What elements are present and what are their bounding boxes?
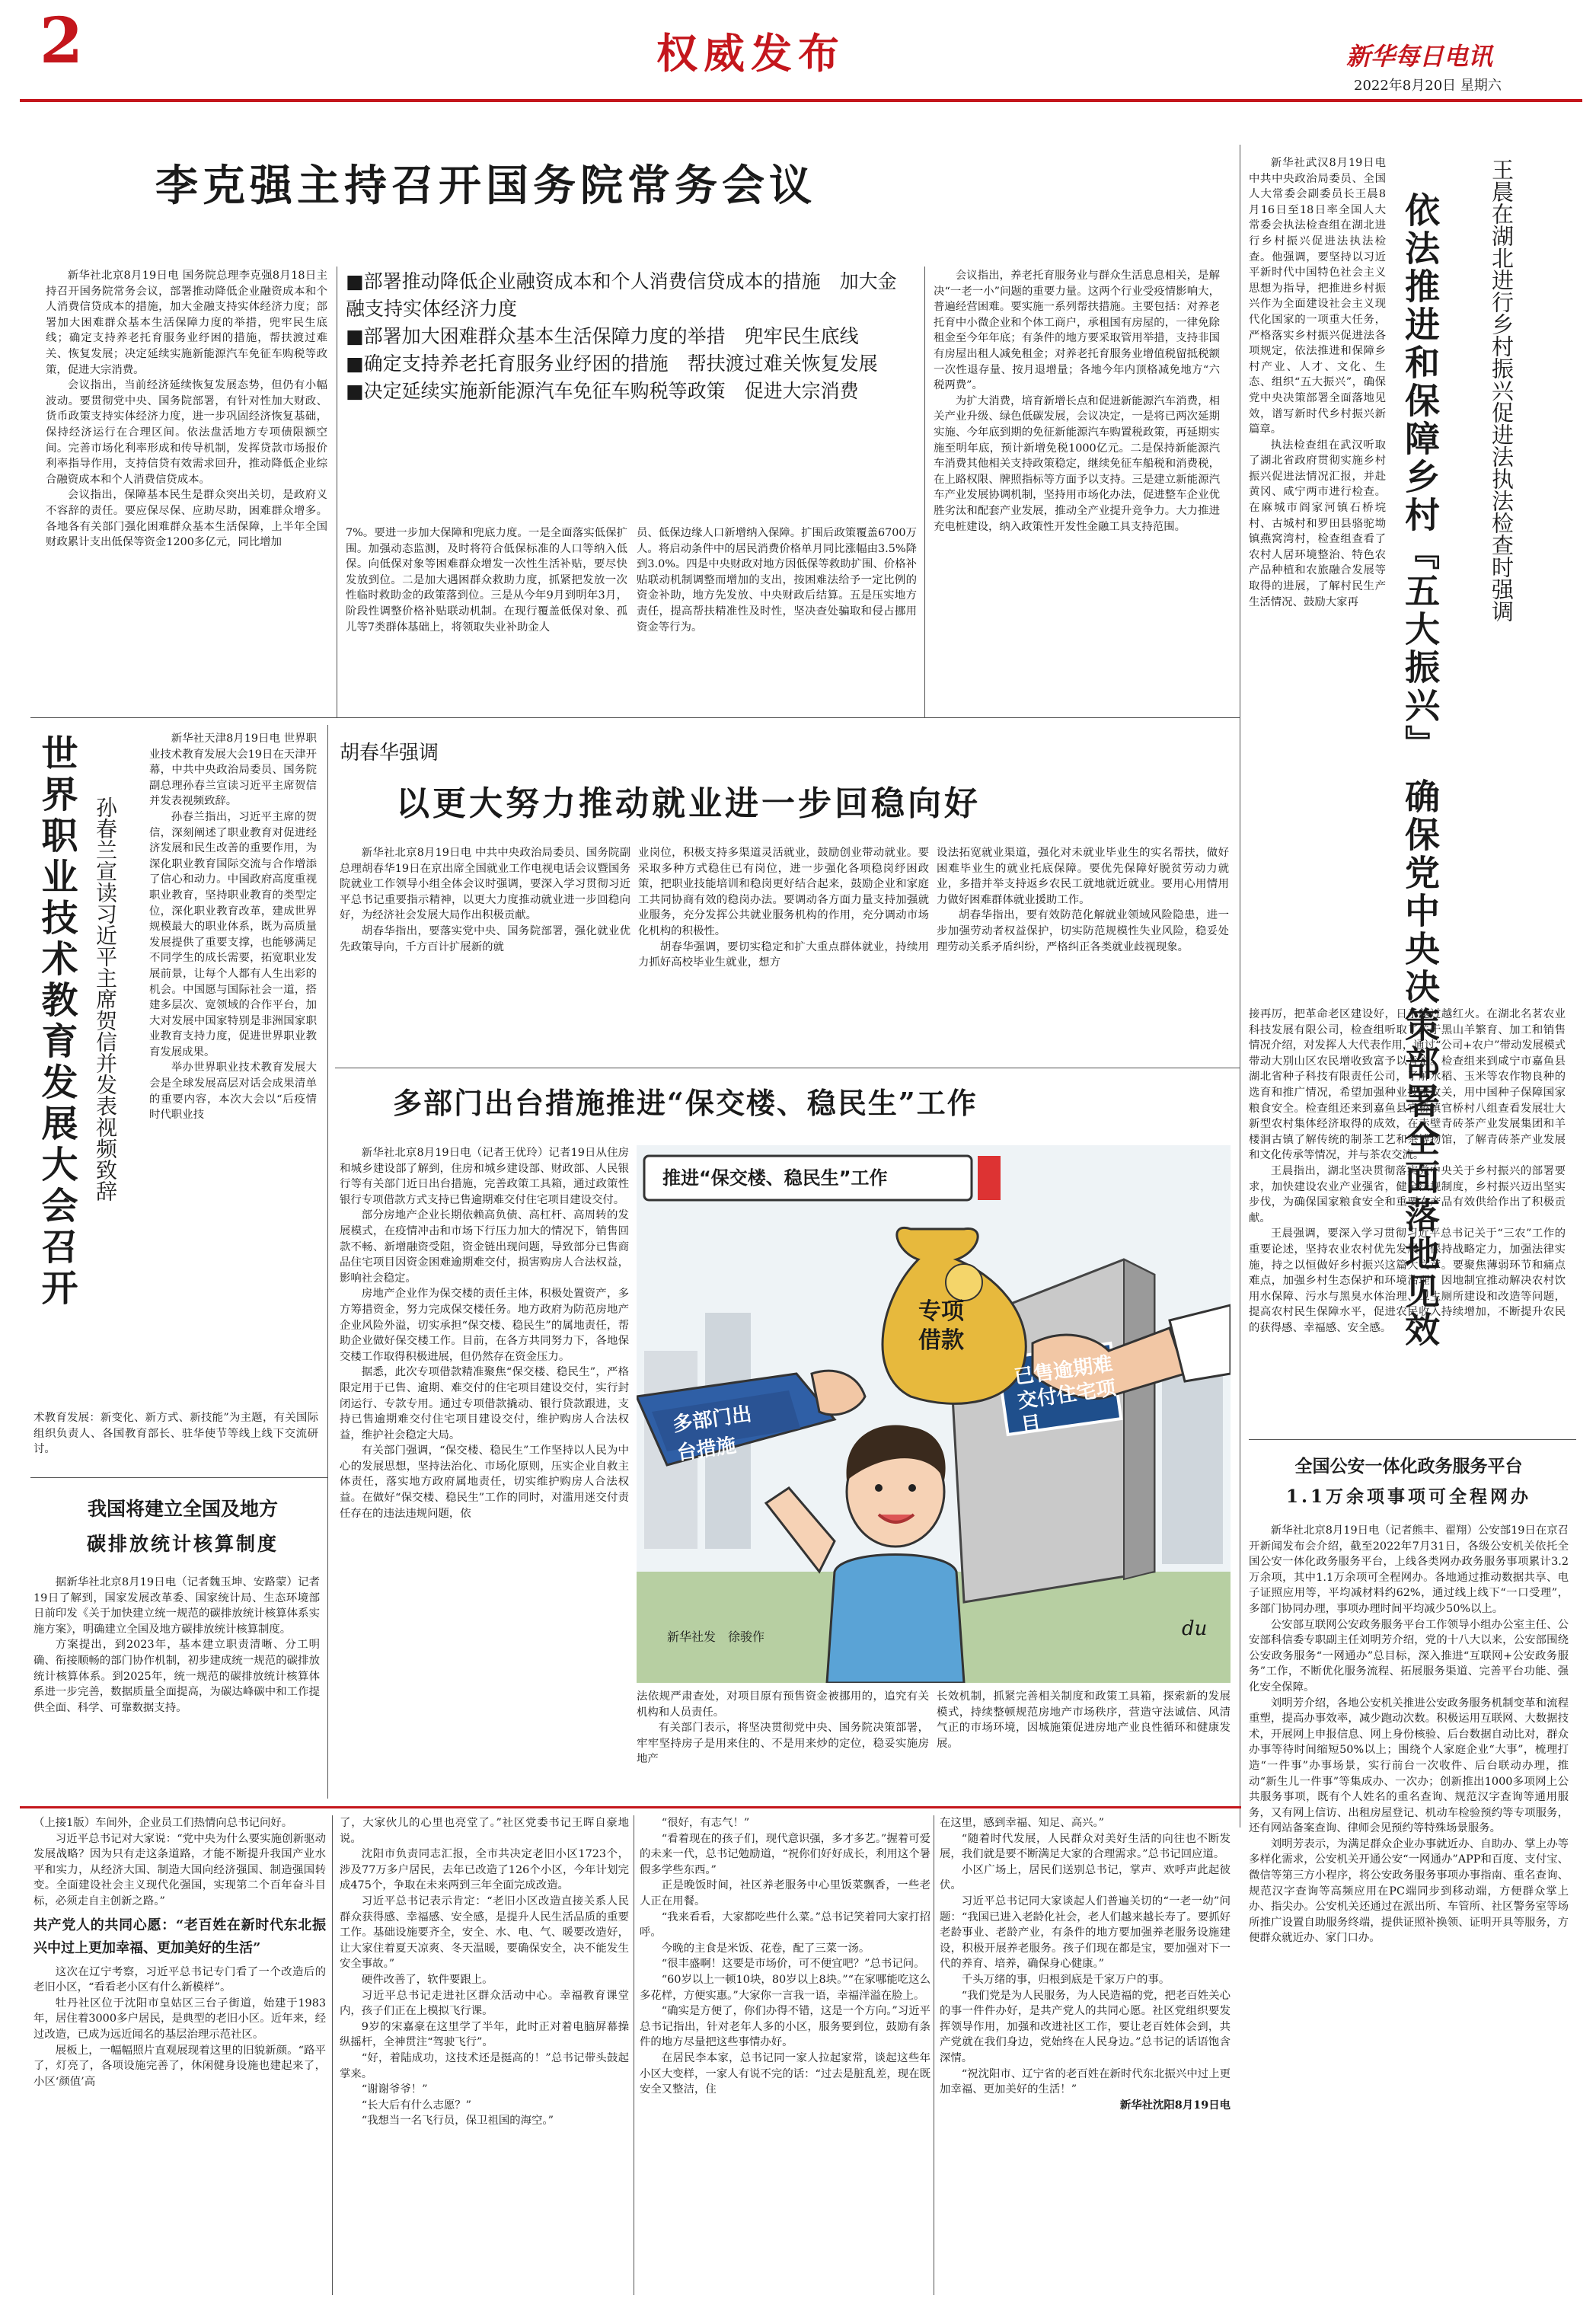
article1-col4: 会议指出，养老托育服务业与群众生活息息相关，是解决“一老一小”问题的重要力量。这两个行业受疫情影响大，普遍经营困难。要实施一系列帮扶措施。主要包括：对养老托育中小微企业和个体工商户，承租国有房屋的，一律免除租金至今年年底；有条件的地方要采取管用举措，支持非国有房屋出租人减免租金；对养老托育服务业增值税留抵税额一次性退存量、按月退增量；各地今年内顶格减免地方“六税两费”。 为扩大消费，培育新增长点和促进新能源汽车消费，相关产业升级、绿色低碳发展，会议决定，一是将已两次延期实施、今年底到期的免征新能源汽车购置税政策，再延期实施至明年底，预计新增免税1000亿元。二是保持新能源汽车消费其他相关支持政策稳定，继续免征车船税和消费税，在上路权限、牌照指标等方面予以支持。三是建立新能源汽车产业发展协调机制，坚持用市场化办法，促进整车企业优胜劣汰和配套产业发展，推动全产业提升竞争力。大力推进充电桩建设，纳入政策性开发性金融工具支持范围。 [934,270,1220,533]
subtitle-rural: 王晨在湖北进行乡村振兴促进法执法检查时强调 [1489,158,1515,622]
article5-col1: 新华社北京8月19日电（记者王优玲）记者19日从住房和城乡建设部了解到，住房和城乡建设部、财政部、人民银行等有关部门近日出台措施，完善政策工具箱，通过政策性银行专项借款方式支持已售逾期难交付住宅项目建设交付。 部分房地产企业长期依赖高负债、高杠杆、高周转的发展模式，在疫情冲击和市场下行压力加大的情况下，销售回款不畅、新增融资受阻，资金链出现问题，导致部分已售商品住宅项目因资金困难逾期难交付，损害购房人合法权益，影响社会稳定。 房地产企业作为保交楼的责任主体，积极处置资产，多方筹措资金，努力完成保交楼任务。地方政府为防范房地产企业风险外溢，切实承担“保交楼、稳民生”的属地责任，帮助企业做好保交楼工作。目前，在各方共同努力下，各地保交楼工作取得积极进展，但仍然存在资金压力。 据悉，此次专项借款精准聚焦“保交楼、稳民生”，严格限定用于已售、逾期、难交付的住宅项目建设交付，实行封闭运行、专款专用。通过专项借款撬动、银行贷款跟进，支持已售逾期难交付住宅项目建设交付，维护购房人合法权益，维护社会稳定大局。 有关部门强调，“保交楼、稳民生”工作坚持以人民为中心的发展思想，坚持法治化、市场化原则，压实企业自救主体责任，落实地方政府属地责任，切实维护购房人合法权益。在做好“保交楼、稳民生”工作的同时，对滥用迷交付责任存在的违法违规问题，依 [340,1147,629,1520]
article1-col3: 员、低保边缘人口新增纳入保障。扩围后政策覆盖6700万人。将启动条件中的居民消费价格单月同比涨幅由3.5%降到3.0%。四是中央财政对地方因低保等救助扩围、价格补贴联动机制调整而增加的支出，按困难法给予一定比例的资金补助，地方先发放、中央财政后结算。五是压实地方责任，提高帮扶精准性及时性，坚决查处骗取和侵占挪用资金等行为。 [637,527,917,634]
continuation-lead: 共产党人的共同心愿：“老百姓在新时代东北振兴中过上更加幸福、更加美好的生活” [34,1917,326,1956]
article2-wide: 接再厉，把革命老区建设好，日子越过越红火。在湖北名茗农业科技发展有限公司，检查组听取了关于黑山羊繁育、加工和销售情况介绍，对发挥人大代表作用，通过“公司+农户”带动发展模式带动大别山区农民增收致富予以肯定。检查组来到咸宁市嘉鱼县湖北省种子科技有限责任公司，了解水稻、玉米等农作物良种的选育和推广情况，希望加强种业技术攻关，用中国种子保障国家粮食安全。检查组还来到嘉鱼县官桥镇官桥村八组查看发展壮大新型农村集体经济取得的成效，在赤壁青砖茶产业发展集团和羊楼洞古镇了解传统的制茶工艺和茶博物馆，了解青砖茶产业发展和文化传承等情况，并与茶农交流。 王晨指出，湖北坚决贯彻落实党中央关于乡村振兴的部署要求，加快建设农业产业强省，健全法规制度，乡村振兴迈出坚实步伐，为确保国家粮食安全和重要农产品有效供给作出了积极贡献。 王晨强调，要深入学习贯彻习近平总书记关于“三农”工作的重要论述，坚持农业农村优先发展，保持战略定力，加强法律实施，持之以恒做好乡村振兴这篇大文章。要聚焦薄弱环节和痛点难点，加强乡村生态保护和环境治理，因地制宜推动解决农村饮用水保障、污水与黑臭水体治理、卫生厕所建设和改造等问题，提高农村民生保障水平，促进农民收入持续增加，不断提升农民的获得感、幸福感、安全感。 [1249,1008,1566,1334]
kicker-hu: 胡春华强调 [340,742,439,765]
page-number: 2 [40,5,84,78]
header-date: 2022年8月20日 星期六 [1354,78,1502,94]
cartoon-bag-label: 专项借款 [918,1298,964,1354]
bottom-rule [20,1806,1241,1808]
headline-housing: 多部门出台措施推进“保交楼、稳民生”工作 [393,1086,978,1120]
article3-narrow: 新华社天津8月19日电 世界职业技术教育发展大会19日在天津开幕，中共中央政治局委员、国务院副总理孙春兰宣读习近平主席贺信并发表视频致辞。 孙春兰指出，习近平主席的贺信，深刻阐述了职业教育对促进经济发展和民生改善的重要作用，为深化职业教育国际交流与合作增添了信心和动力。中国政府高度重视职业教育，坚持职业教育的类型定位，深化职业教育改革，建成世界规模最大的职业体系，既为高质量发展提供了重要支撑，也能够满足不同学生的成长需要，拓宽职业发展前景，让每个人都有人生出彩的机会。中国愿与国际社会一道，搭建多层次、宽领域的合作平台，加大对发展中国家特别是非洲国家职业教育支持力度，促进世界职业教育发展成果。 举办世界职业技术教育发展大会是全球发展高层对话会成果清单的重要内容，本次大会以“后疫情时代职业技 [149,733,317,1122]
continuation-col2: 了，大家伙儿的心里也亮堂了。”社区党委书记王晖自豪地说。 沈阳市负责同志汇报，全市共决定老旧小区1723个，涉及77万多户居民，去年已改造了126个小区，今年计划完成475个，争取在未来两到三年全面完成改造。 习近平总书记表示肯定：“老旧小区改造直接关系人民群众获得感、幸福感、安全感，是提升人民生活品质的重要工作。基础设施要齐全，安全、水、电、气、暖要改造好，让大家住着夏天凉爽、冬天温暖，要确保安全，决不能发生安全事故。” 硬件改善了，软件要跟上。 习近平总书记走进社区群众活动中心。幸福教育课堂内，孩子们正在上模拟飞行课。 9岁的宋嘉豪在这里学了半年，此时正对着电脑屏幕操纵摇杆，全神贯注“驾驶飞行”。 “好，着陆成功，这技术还是挺高的！”总书记带头鼓起掌来。 “谢谢爷爷！” “长大后有什么志愿？” “我想当一名飞行员，保卫祖国的海空。” [340,1817,629,2128]
continuation-byline: 新华社沈阳8月19日电 [1119,2098,1231,2112]
headline-police-line1: 全国公安一体化政务服务平台 [1294,1456,1523,1476]
cartoon-banner-text: 推进“保交楼、稳民生”工作 [662,1167,888,1189]
bullet-item: ■部署加大困难群众基本生活保障力度的举措 兜牢民生底线 [346,325,859,347]
article1-col1: 新华社北京8月19日电 国务院总理李克强8月18日主持召开国务院常务会议，部署推动降低企业融资成本和个人消费信贷成本的措施，加大金融支持实体经济力度；部署加大困难群众基本生活保障力度的举措，兜牢民生底线；确定支持养老托育服务业纾困的措施，帮扶渡过难关、恢复发展；决定延续实施新能源汽车免征车购税等政策，促进大宗消费。 会议指出，当前经济延续恢复发展态势，但仍有小幅波动。要贯彻党中央、国务院部署，有针对性加大财政、货币政策支持实体经济力度，进一步巩固经济恢复基础，保持经济运行在合理区间。依法盘活地方专项债限额空间。完善市场化利率形成和传导机制，发挥贷款市场报价利率指导作用，支持信贷有效需求回升，推动降低企业综合融资成本和个人消费信贷成本。 会议指出，保障基本民生是群众突出关切，是政府义不容辞的责任。要应保尽保、应助尽助，困难群众增多。各地各有关部门强化困难群众基本生活保障，上半年全国财政累计支出低保等资金1200多亿元，同比增加 [46,270,327,549]
headline-carbon-line2: 碳排放统计核算制度 [86,1533,279,1555]
bullet-item: ■决定延续实施新能源汽车免征车购税等政策 促进大宗消费 [346,380,859,402]
cartoon-illustration [637,1145,1231,1683]
headline-state-council: 李克强主持召开国务院常务会议 [155,161,816,211]
headline-employment: 以更大努力推动就业进一步回稳向好 [396,784,981,823]
cartoon-signature: du [1182,1617,1208,1640]
newspaper-logo: 新华每日电讯 [1346,42,1493,71]
continuation-col3: “很好，有志气！” “看着现在的孩子们，现代意识强，多才多艺。”握着可爱的未来一代，总书记勉励道，“祝你们好好成长，利用这个暑假多学些东西。” 正是晚饭时间，社区养老服务中心里饭菜飘香，一些老人正在用餐。 “我来看看，大家都吃些什么菜。”总书记笑着同大家打招呼。 今晚的主食是米饭、花卷，配了三菜一汤。 “很丰盛啊！这要是市场价，可不便宜吧？”总书记问。 “60岁以上一顿10块，80岁以上8块。”“在家哪能吃这么多花样，方便实惠。”大家你一言我一语，幸福洋溢在脸上。 “确实是方便了，你们办得不错，这是一个方向。”习近平总书记指出，针对老年人多的小区，服务要到位，鼓励有条件的地方尽量把这些事情办好。 在居民李本家，总书记同一家人拉起家常，谈起这些年小区大变样，一家人有说不完的话：“过去是脏乱差，现在既安全又整洁，住 [640,1817,930,2096]
cartoon-building-label: 已售逾期难交付住宅项目 [1013,1352,1118,1438]
article4-col3: 设法拓宽就业渠道，强化对未就业毕业生的实名帮扶，做好困难毕业生的就业托底保障。要优先保障好脱贫劳动力就业，多措并举支持返乡农民工就地就近就业。要用心用情用力做好困难群体就业援助工作。 胡春华指出，要有效防范化解就业领域风险隐患，进一步加强劳动者权益保护，切实防范规模性失业风险，稳妥处理劳动关系矛盾纠纷，严格纠正各类就业歧视现象。 [937,847,1229,953]
article2-narrow: 新华社武汉8月19日电 中共中央政治局委员、全国人大常委会副委员长王晨8月16日至18日率全国人大常委会执法检查组在湖北进行乡村振兴促进法执法检查。他强调，要坚持以习近平新时代中国特色社会主义思想为指导，把推进乡村振兴作为全面建设社会主义现代化国家的一项重大任务，严格落实乡村振兴促进法各项规定，依法推进和保障乡村产业、人才、文化、生态、组织“五大振兴”，确保党中央决策部署全面落地见效，谱写新时代乡村振兴新篇章。 执法检查组在武汉听取了湖北省政府贯彻实施乡村振兴促进法情况汇报，并赴黄冈、咸宁两市进行检查。在麻城市阎家河镇石桥垸村、古城村和罗田县骆驼坳镇燕窝湾村，检查组查看了农村人居环境整治、特色农产品种植和农旅融合发展等取得的进展，了解村民生产生活情况、鼓励大家再 [1249,157,1386,608]
article4-col2: 业岗位，积极支持多渠道灵活就业，鼓励创业带动就业。要采取多种方式稳住已有岗位，进一步强化各项稳岗纾困政策，把职业技能培训和稳岗更好结合起来，鼓励企业和家庭工共同协商有效的稳岗办法。要调动各方面力量支持加强就业服务，充分发挥公共就业服务机构的作用，充分调动市场化机构的积极性。 胡春华强调，要切实稳定和扩大重点群体就业，持续用力抓好高校毕业生就业，想方 [638,847,929,969]
bullet-list [346,268,906,405]
article7-body: 新华社北京8月19日电（记者熊丰、翟翔）公安部19日在京召开新闻发布会介绍，截至2022年7月31日，各级公安机关依托全国公安一体化政务服务平台，上线各类网办政务服务事项累计3.2万余项，其中1.1万余项可全程网办。各地通过推动数据共享、电子证照应用等，平均减材料约62%，通过线上线下“一口受理”，多部门协同办理，事项办理时间平均减少50%以上。 公安部互联网公安政务服务平台工作领导小组办公室主任、公安部科信委专职副主任刘明芳介绍，党的十八大以来，公安部围绕公安政务服务“一网通办”总目标，深入推进“互联网+公安政务服务”工作，不断优化服务流程、拓展服务渠道、完善平台功能、强化安全保障。 刘明芳介绍，各地公安机关推进公安政务服务机制变革和流程重塑，提高办事效率，减少跑动次数。积极运用互联网、大数据技术，开展网上申报信息、网上身份核验、后台数据自动比对，群众办事等待时间缩短50%以上；围绕个人家庭企业“大事”，梳理打造“一件事”办事场景，实行前台一次收件、后台联动办理，推动“新生儿一件事”等集成办、一次办；创新推出1000多项网上公共服务事项，既有个人姓名的重名查询、规范汉字查询等通用服务，又有网上信访、出租房屋登记、机动车检验预约等专项服务，还有网站备案查询、律师会见预约等特殊场景服务。 刘明芳表示，为满足群众企业办事就近办、自助办、掌上办等多样化需求，公安机关开通公安“一网通办”APP和百度、支付宝、微信等第三方小程序，将公安政务服务事项办事指南、重名查询、规范汉字查询等高频应用在PC端同步到移动端，方便群众掌上办、指尖办。公安机关还通过在派出所、车管所、社区警务室等场所推广设置自助服务终端，提供证照补换领、证明开具等服务，方便群众就近办、家门口办。 [1249,1524,1569,1945]
bullet-item: ■确定支持养老托育服务业纾困的措施 帮扶渡过难关恢复发展 [346,353,878,375]
section-title: 权威发布 [656,29,845,78]
cartoon-credit: 新华社发 徐骏作 [667,1630,765,1644]
bullet-item: ■部署推动降低企业融资成本和个人消费信贷成本的措施 加大金融支持实体经济力度 [346,270,897,320]
article5-col2: 法依规严肃查处，对项目原有预售资金被挪用的，追究有关机构和人员责任。 有关部门表示，将坚决贯彻党中央、国务院决策部署，牢牢坚持房子是用来住的、不是用来炒的定位，稳妥实施房地产 [637,1690,929,1766]
header-rule [20,99,1582,102]
article5-col3: 长效机制，抓紧完善相关制度和政策工具箱，探索新的发展模式，持续整顿规范房地产市场秩序，营造守法诚信、风清气正的市场环境，因城施策促进房地产业良性循环和健康发展。 [937,1690,1231,1750]
headline-vocational-education: 世界职业技术教育发展大会召开 [35,734,78,1310]
continuation-col4: 在这里，感到幸福、知足、高兴。” “随着时代发展，人民群众对美好生活的向往也不断发展，我们就是要不断满足大家的合理需求。”总书记回应道。 小区广场上，居民们送别总书记，掌声、欢呼声此起彼伏。 习近平总书记同大家谈起人们普遍关切的“一老一幼”问题：“我国已进入老龄化社会，老人们越来越长寿了。要抓好老龄事业、老龄产业，有条件的地方要加强养老服务设施建设，积极开展养老服务。孩子们现在都是宝，要加强对下一代的养育、培养，确保身心健康。” 千头万绪的事，归根到底是千家万户的事。 “我们党是为人民服务，为人民造福的党，把老百姓关心的事一件件办好，是共产党人的共同心愿。社区党组织要发挥领导作用，加强和改进社区工作，要让老百姓体会到，共产党就在我们身边，党始终在人民身边。”总书记的话语饱含深情。 “祝沈阳市、辽宁省的老百姓在新时代东北振兴中过上更加幸福、更加美好的生活！” 新华社沈阳8月19日电 [940,1815,1231,2295]
headline-police-line2: 1.1万余项事项可全程网办 [1285,1486,1531,1507]
article6-body: 据新华社北京8月19日电（记者魏玉坤、安路蒙）记者19日了解到，国家发展改革委、国家统计局、生态环境部日前印发《关于加快建立统一规范的碳排放统计核算体系实施方案》，明确建立全国及地方碳排放统计核算制度。 方案提出，到2023年，基本建立职责清晰、分工明确、衔接顺畅的部门协作机制，初步建成统一规范的碳排放统计核算体系。到2025年，统一规范的碳排放统计核算体系进一步完善，数据质量全面提高，为碳达峰碳中和工作提供全面、科学、可靠数据支持。 [34,1576,320,1714]
headline-rural-revitalization: 依法推进和保障乡村『五大振兴』 确保党中央决策部署全面落地见效 [1400,192,1441,1350]
headline-carbon-line1: 我国将建立全国及地方 [87,1498,278,1520]
subtitle-vocational: 孙春兰宣读习近平主席贺信并发表视频致辞 [93,796,118,1202]
cartoon-left-label: 多部门出台措施 [671,1403,754,1466]
article1-col2: 7%。要进一步加大保障和兜底力度。一是全面落实低保扩围。加强动态监测，及时将符合低保标准的人口等纳入低保。向低保对象等困难群众增发一次性生活补贴，要尽快发放到位。二是加大遇困群众救助力度，抓紧把发放一次性临时救助金的政策落到位。三是从今年9月到明年3月，阶段性调整价格补贴联动机制。在现行覆盖低保对象、孤儿等7类群体基础上，将领取失业补助金人 [346,527,627,634]
article3-wide: 术教育发展：新变化、新方式、新技能”为主题，有关国际组织负责人、各国教育部长、驻华使节等线上线下交流研讨。 [34,1412,318,1456]
article4-col1: 新华社北京8月19日电 中共中央政治局委员、国务院副总理胡春华19日在京出席全国就业工作电视电话会议暨国务院就业工作领导小组全体会议时强调，要深入学习贯彻习近平总书记重要指示精神，以更大力度推动就业进一步回稳向好，为经济社会发展大局作出积极贡献。 胡春华指出，要落实党中央、国务院部署，强化就业优先政策导向，千方百计扩展新的就 [340,847,630,953]
continuation-col1: （上接1版）车间外，企业员工们热情向总书记问好。 习近平总书记对大家说：“党中央为什么要实施创新驱动发展战略？因为只有走这条道路，才能不断提升我国产业水平和实力，从经济大国、制造大国向经济强国、制造强国转变。全面建设社会主义现代化强国，实现第二个百年奋斗目标，必须走自主创新之路。” 共产党人的共同心愿：“老百姓在新时代东北振兴中过上更加幸福、更加美好的生活” 这次在辽宁考察，习近平总书记专门看了一个改造后的老旧小区，“看看老小区有什么新模样”。 牡丹社区位于沈阳市皇姑区三台子街道，始建于1983年，居住着3000多户居民，是典型的老旧小区。近年来，经过改造，已成为远近闻名的基层治理示范社区。 展板上，一幅幅照片直观展现着这里的旧貌新颜。“路平了，灯亮了，各项设施完善了，休闲健身设施也建起来了，小区‘颜值’高 [34,1817,326,2088]
